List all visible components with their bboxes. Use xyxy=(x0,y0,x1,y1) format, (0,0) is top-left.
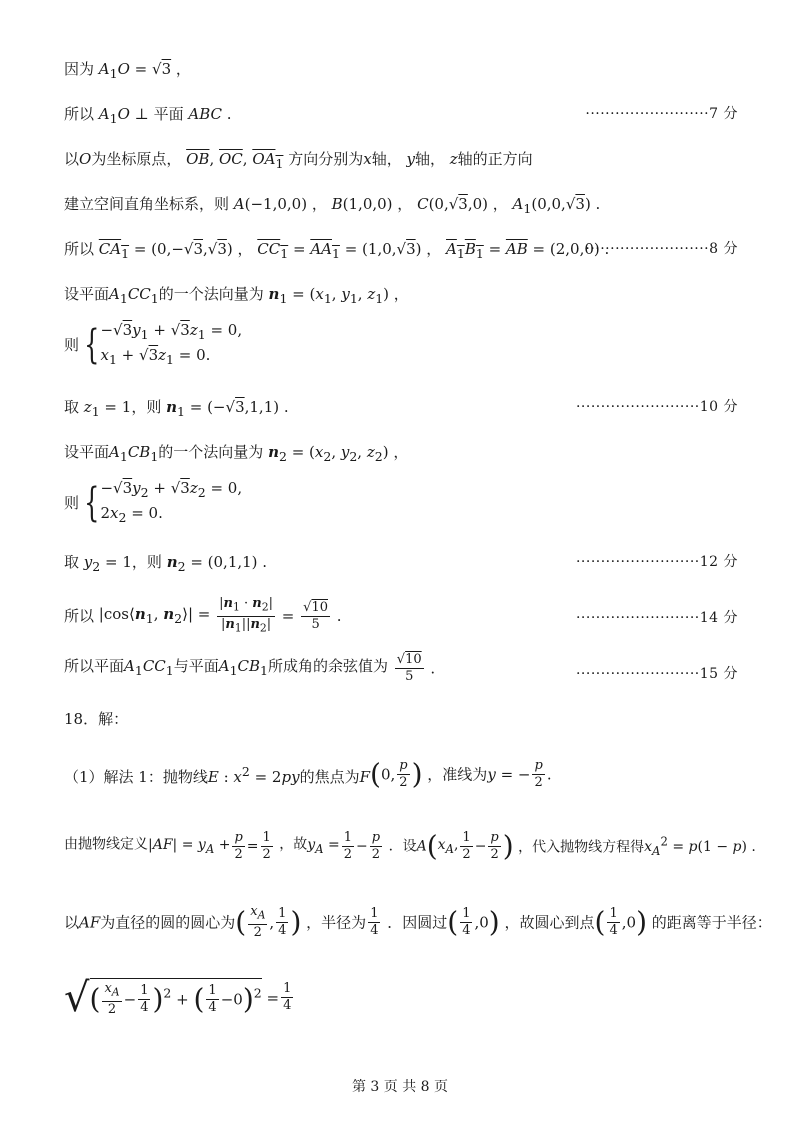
line-6: 设平面$A_1CC_1$的一个法向量为 $n_1 = (x_1$, $y_1$, $z_1$) ， xyxy=(64,285,409,306)
paragraph-3: 以AF为直径的圆的圆心为( $\frac{x_A}{2}$ , $\frac{1}{4}$ ) ，半径为 $\frac{1}{4}$ ．因圆过( $\frac{1}{4}$ ,0) ，故圆心到点( $\frac{1}{4}$ ,0) 的距离等于半径： xyxy=(64,904,772,940)
text: 因为 xyxy=(64,60,95,78)
line-12: 所以 $|\cos⟨n_1$, $n_2⟩|$ = $\frac{|n_1 \cdot n_2|}{|n_1||n_2|}$ = $\frac{√10}{5}$ . xyxy=(64,596,342,635)
text: 平面 xyxy=(153,105,184,123)
line-2: 所以 $A_1O$ ⊥ 平面 ABC . xyxy=(64,105,232,126)
score-14: ·························14 分 xyxy=(575,610,738,626)
score-7: ·························7 分 xyxy=(585,106,738,122)
page-footer: 第 3 页 共 8 页 xyxy=(351,1079,449,1095)
line-8: 取 $z_1 = 1$，则 $n_1 = (-√3,1,1)$ . xyxy=(64,398,289,419)
line-10-system: 则 {$-√3y_2 + √3z_2 = 0$, $2x_2 = 0$. xyxy=(64,479,243,526)
line-5: 所以 $CA_1 = (0,-√3,√3)$ ， $CC_1 = AA_1 = (1,0,√3)$ ， $A_1B_1 = \overline{AB} = (2,0,0)$ . xyxy=(64,240,610,261)
line-7-system: 则 {$-√3y_1 + √3z_1 = 0$, $x_1 + √3z_1 = 0$. xyxy=(64,321,243,368)
radius-equation: √( $\frac{x_A}{2}$ − $\frac{1}{4}$ )$^2$ + ( $\frac{1}{4}$ −0)$^2$ = $\frac{1}{4}$ xyxy=(64,974,292,1021)
score-15: ·························15 分 xyxy=(575,666,738,682)
line-3: 以O为坐标原点， $\overline{OB}$, $\overline{OC}$, $OA_1$ 方向分别为x轴， y轴， z轴的正方向 xyxy=(64,150,533,171)
score-8: ·························8 分 xyxy=(585,241,738,257)
question-18-heading: 18．解： xyxy=(64,710,129,728)
score-12: ·························12 分 xyxy=(575,554,738,570)
paragraph-2: 由抛物线定义$|AF| = y_A$ + $\frac{p}{2}$ = $\frac{1}{2}$ ，故$y_A$ = $\frac{1}{2}$ − $\frac{p}{2}$ ．设$A(x_A$, $\frac{1}{2}$ − $\frac{p}{2}$ ) ，代入抛物线方程得$x_A^2 = p(1 - p)$ . xyxy=(64,829,756,863)
line-9: 设平面$A_1CB_1$的一个法向量为 $n_2 = (x_2$, $y_2$, $z_2$) ， xyxy=(64,443,409,464)
line-11: 取 $y_2 = 1$，则 $n_2 = (0,1,1)$ . xyxy=(64,553,268,574)
line-13: 所以平面$A_1CC_1$与平面$A_1CB_1$所成角的余弦值为 $\frac{√10}{5}$ . xyxy=(64,652,436,684)
text: 所以 xyxy=(64,105,95,123)
line-4: 建立空间直角坐标系，则 A(−1,0,0) ， B(1,0,0) ， C(0,√3,0) ， $A_1(0,0,√3)$ . xyxy=(64,195,601,216)
line-1: 因为 $A_1O = √3$ ， xyxy=(64,60,191,81)
paragraph-1: （1）解法 1：抛物线E : $x^2 = 2py$的焦点为F(0, $\frac{p}{2}$ ) ，准线为y = − $\frac{p}{2}$ . xyxy=(64,757,552,791)
score-10: ·························10 分 xyxy=(575,399,738,415)
